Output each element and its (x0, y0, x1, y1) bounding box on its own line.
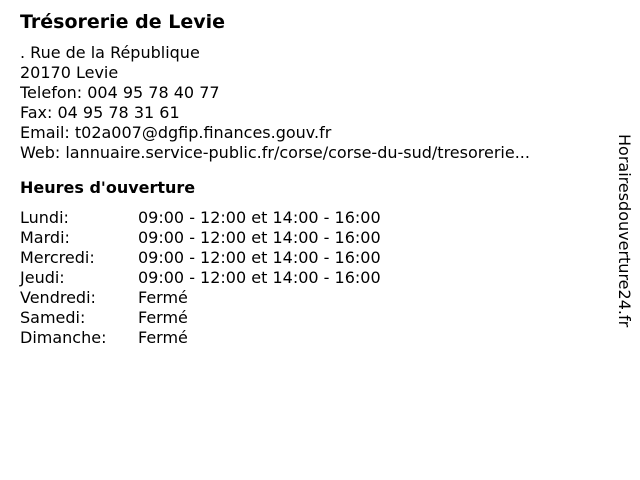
hours-list (20, 208, 600, 348)
office-card (20, 10, 600, 348)
day-label: Samedi: (20, 308, 86, 327)
time-value: 09:00 - 12:00 et 14:00 - 16:00 (138, 268, 381, 287)
time-value: 09:00 - 12:00 et 14:00 - 16:00 (138, 228, 381, 247)
time-value: Fermé (138, 308, 188, 327)
hours-row-friday (20, 288, 600, 308)
hours-row-wednesday (20, 248, 600, 268)
address-line-2: 20170 Levie (20, 63, 119, 82)
hours-row-monday (20, 208, 600, 228)
time-value: 09:00 - 12:00 et 14:00 - 16:00 (138, 208, 381, 227)
brand-watermark: Horairesdouverture24.fr (615, 134, 634, 328)
web-line: Web: lannuaire.service-public.fr/corse/corse-du-sud/tresorerie... (20, 143, 530, 162)
phone-line: Telefon: 004 95 78 40 77 (20, 83, 220, 102)
hours-row-sunday (20, 328, 600, 348)
hours-row-saturday (20, 308, 600, 328)
day-label: Mardi: (20, 228, 70, 247)
time-value: 09:00 - 12:00 et 14:00 - 16:00 (138, 248, 381, 267)
day-label: Lundi: (20, 208, 69, 227)
hours-title: Heures d'ouverture (20, 178, 196, 197)
day-label: Dimanche: (20, 328, 107, 347)
office-title: Trésorerie de Levie (20, 11, 226, 33)
email-line: Email: t02a007@dgfip.finances.gouv.fr (20, 123, 332, 142)
hours-row-tuesday (20, 228, 600, 248)
address-line-1: . Rue de la République (20, 43, 200, 62)
time-value: Fermé (138, 328, 188, 347)
time-value: Fermé (138, 288, 188, 307)
day-label: Jeudi: (20, 268, 65, 287)
hours-row-thursday (20, 268, 600, 288)
day-label: Mercredi: (20, 248, 95, 267)
fax-line: Fax: 04 95 78 31 61 (20, 103, 180, 122)
day-label: Vendredi: (20, 288, 96, 307)
